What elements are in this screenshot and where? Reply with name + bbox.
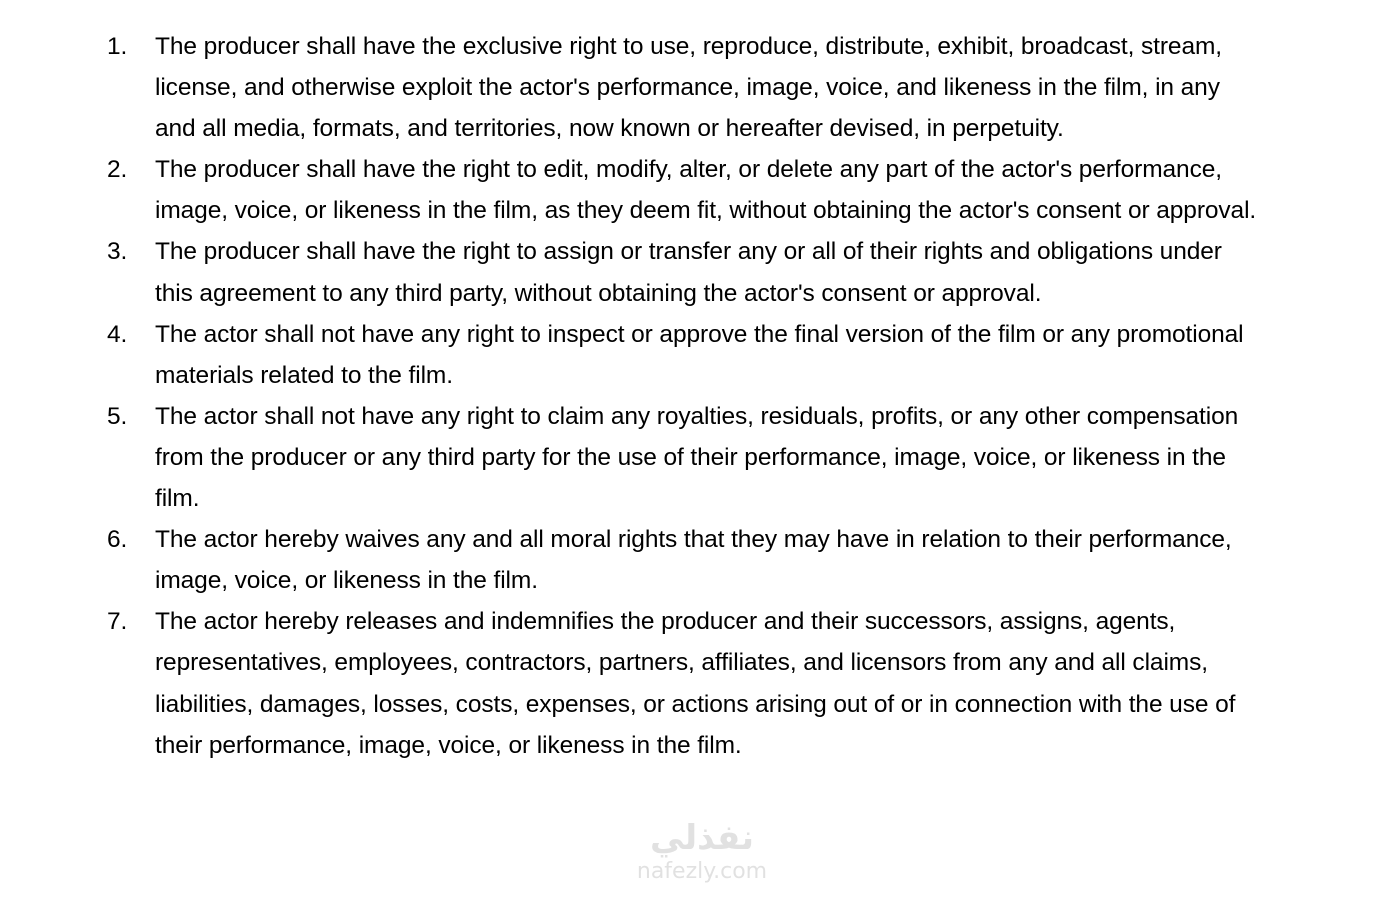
document-body xyxy=(0,26,1394,766)
clause-item xyxy=(0,231,1394,313)
watermark-logo xyxy=(612,818,792,898)
clause-text: The actor hereby releases and indemnifies the producer and their successors, assigns, agents, representatives, employees, contractors, partners, affiliates, and licensors from any and all claims, liabilities, damages, losses, costs, expenses, or actions arising out of or in connection with the use of their performance, image, voice, or likeness in the film. xyxy=(155,608,1236,759)
clause-number: 6. xyxy=(107,526,128,554)
clause-text: The producer shall have the exclusive right to use, reproduce, distribute, exhibit, broadcast, stream, license, and otherwise exploit the actor's performance, image, voice, and likeness in the film, in any and all media, formats, and territories, now known or hereafter devised, in perpetuity. xyxy=(155,33,1222,143)
clause-item xyxy=(0,601,1394,765)
clause-number: 7. xyxy=(107,608,128,636)
clause-text: The actor hereby waives any and all moral rights that they may have in relation to their performance, image, voice, or likeness in the film. xyxy=(155,526,1232,595)
clause-text: The actor shall not have any right to inspect or approve the final version of the film or any promotional materials related to the film. xyxy=(155,320,1244,389)
clause-item xyxy=(0,149,1394,231)
clause-text: The producer shall have the right to assign or transfer any or all of their rights and obligations under this agreement to any third party, without obtaining the actor's consent or approval. xyxy=(155,238,1222,307)
clause-text: The actor shall not have any right to claim any royalties, residuals, profits, or any other compensation from the producer or any third party for the use of their performance, image, voice, or likeness in the film. xyxy=(155,402,1239,513)
clause-number: 1. xyxy=(107,33,128,60)
clause-item xyxy=(0,519,1394,601)
clause-list xyxy=(0,26,1394,766)
watermark-latin-text: nafezly.com xyxy=(636,859,768,884)
clause-item xyxy=(0,396,1394,519)
clause-item xyxy=(0,314,1394,396)
clause-number: 2. xyxy=(107,156,128,184)
clause-number: 4. xyxy=(107,320,128,348)
clause-number: 3. xyxy=(107,238,128,266)
clause-number: 5. xyxy=(107,402,128,430)
clause-item xyxy=(0,26,1394,149)
watermark-arabic-text: نفذلي xyxy=(649,818,755,858)
clause-text: The producer shall have the right to edit, modify, alter, or delete any part of the actor's performance, image, voice, or likeness in the film, as they deem fit, without obtaining the actor's consent or approval. xyxy=(155,156,1257,225)
